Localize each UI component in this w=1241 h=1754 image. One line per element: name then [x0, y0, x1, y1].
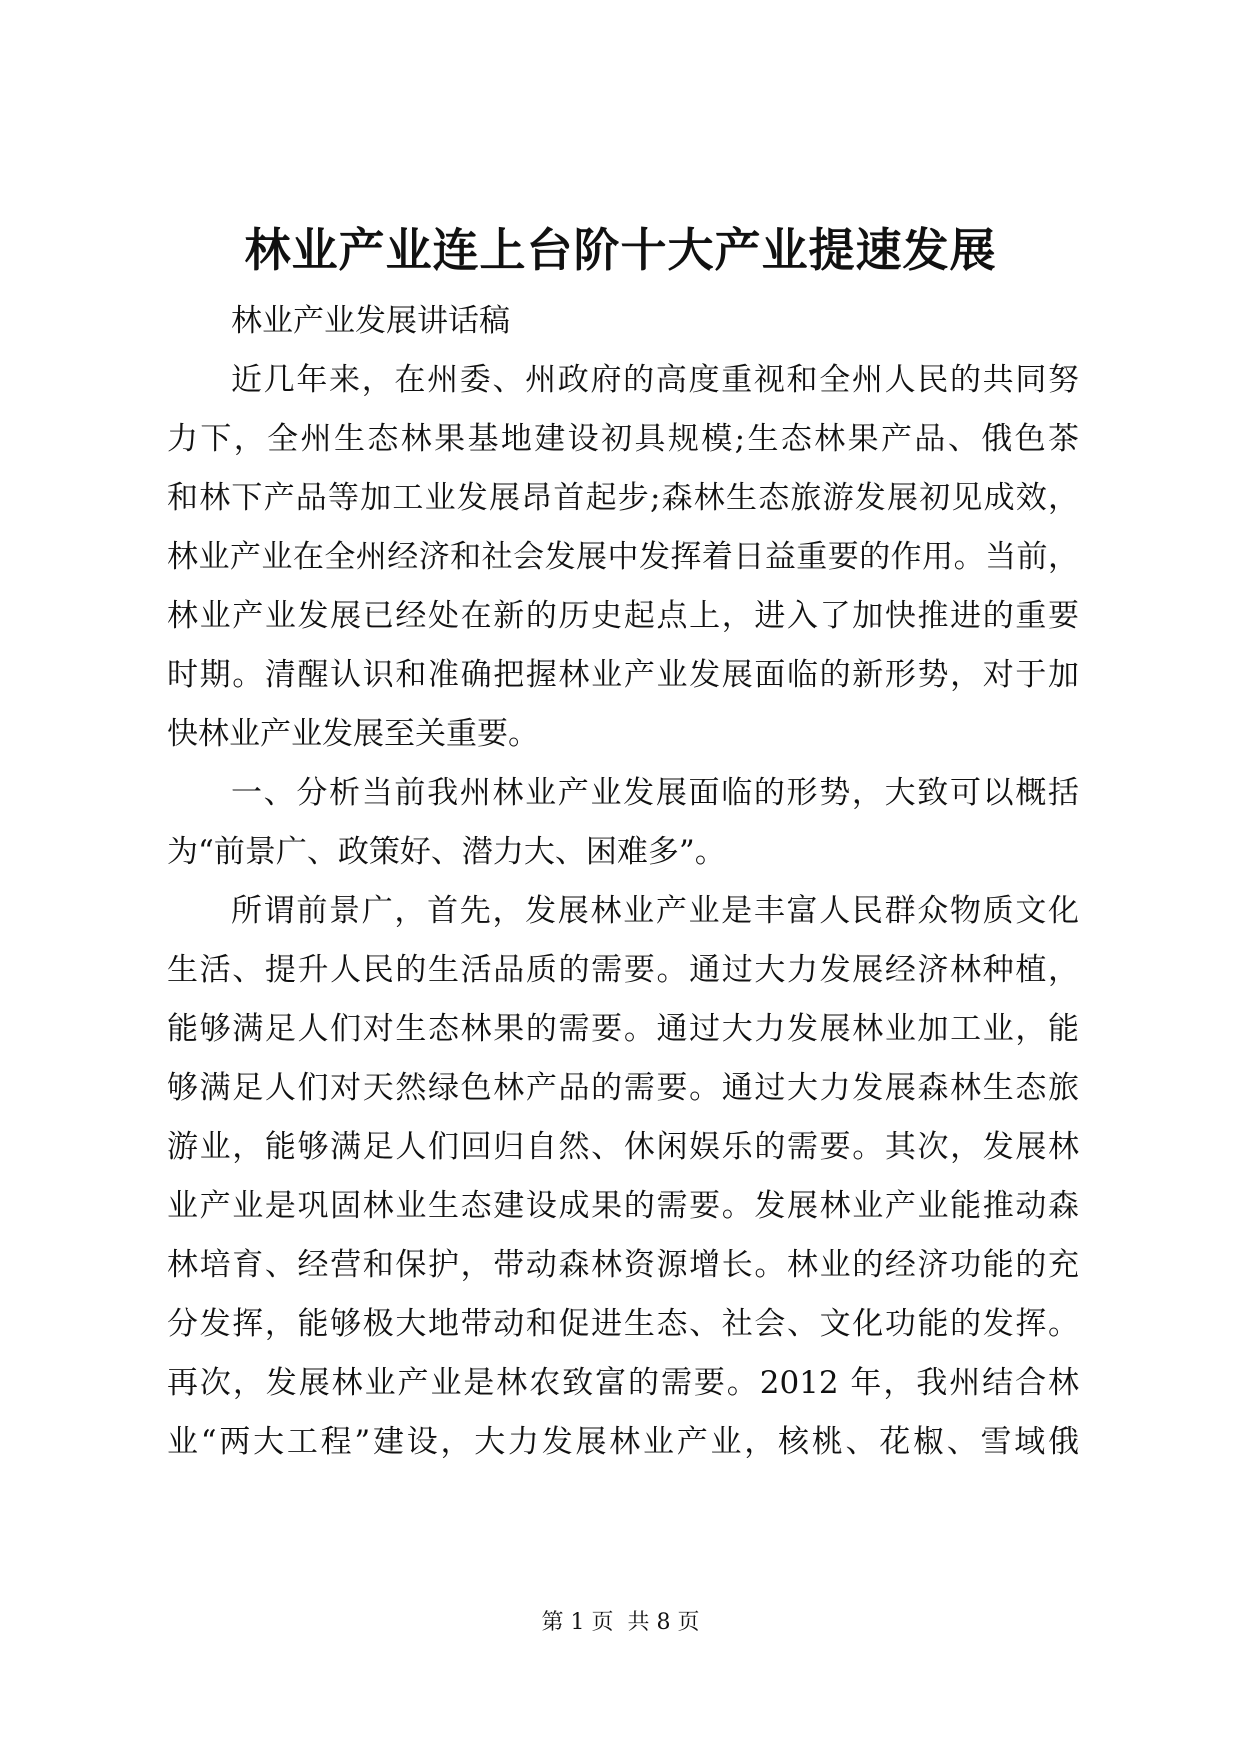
paragraph-line: 快林业产业发展至关重要。 [167, 716, 539, 752]
paragraph-line: 分发挥，能够极大地带动和促进生态、社会、文化功能的发挥。 [167, 1306, 1079, 1342]
paragraph-line: 够满足人们对天然绿色林产品的需要。通过大力发展森林生态旅 [167, 1070, 1079, 1106]
paragraph-line: 林培育、经营和保护，带动森林资源增长。林业的经济功能的充 [167, 1247, 1079, 1283]
paragraph-line: 林业产业在全州经济和社会发展中发挥着日益重要的作用。当前， [167, 539, 1079, 575]
paragraph-line: 一、分析当前我州林业产业发展面临的形势，大致可以概括 [231, 775, 1079, 811]
document-body [167, 292, 1079, 1472]
document-title: 林业产业连上台阶十大产业提速发展 [244, 223, 997, 277]
subtitle-line: 林业产业发展讲话稿 [231, 303, 510, 339]
paragraph-line: 业“两大工程”建设，大力发展林业产业，核桃、花椒、雪域俄 [167, 1424, 1079, 1460]
page-footer [0, 1608, 1241, 1638]
paragraph-line: 近几年来，在州委、州政府的高度重视和全州人民的共同努 [231, 362, 1079, 398]
paragraph-line: 林业产业发展已经处在新的历史起点上，进入了加快推进的重要 [167, 598, 1079, 634]
paragraph-line: 能够满足人们对生态林果的需要。通过大力发展林业加工业，能 [167, 1011, 1079, 1047]
paragraph-line: 所谓前景广，首先，发展林业产业是丰富人民群众物质文化 [231, 893, 1079, 929]
paragraph-line: 游业，能够满足人们回归自然、休闲娱乐的需要。其次，发展林 [167, 1129, 1079, 1165]
page-number: 第 1 页 [541, 1610, 614, 1635]
paragraph-line: 力下，全州生态林果基地建设初具规模;生态林果产品、俄色茶 [167, 421, 1079, 457]
paragraph-line: 再次，发展林业产业是林农致富的需要。2012 年，我州结合林 [167, 1365, 1079, 1401]
paragraph-line: 为“前景广、政策好、潜力大、困难多”。 [167, 834, 726, 870]
paragraph-line: 和林下产品等加工业发展昂首起步;森林生态旅游发展初见成效， [167, 480, 1079, 516]
paragraph-line: 生活、提升人民的生活品质的需要。通过大力发展经济林种植， [167, 952, 1079, 988]
paragraph-line: 时期。清醒认识和准确把握林业产业发展面临的新形势，对于加 [167, 657, 1079, 693]
page-total: 共 8 页 [627, 1610, 700, 1635]
paragraph-line: 业产业是巩固林业生态建设成果的需要。发展林业产业能推动森 [167, 1188, 1079, 1224]
